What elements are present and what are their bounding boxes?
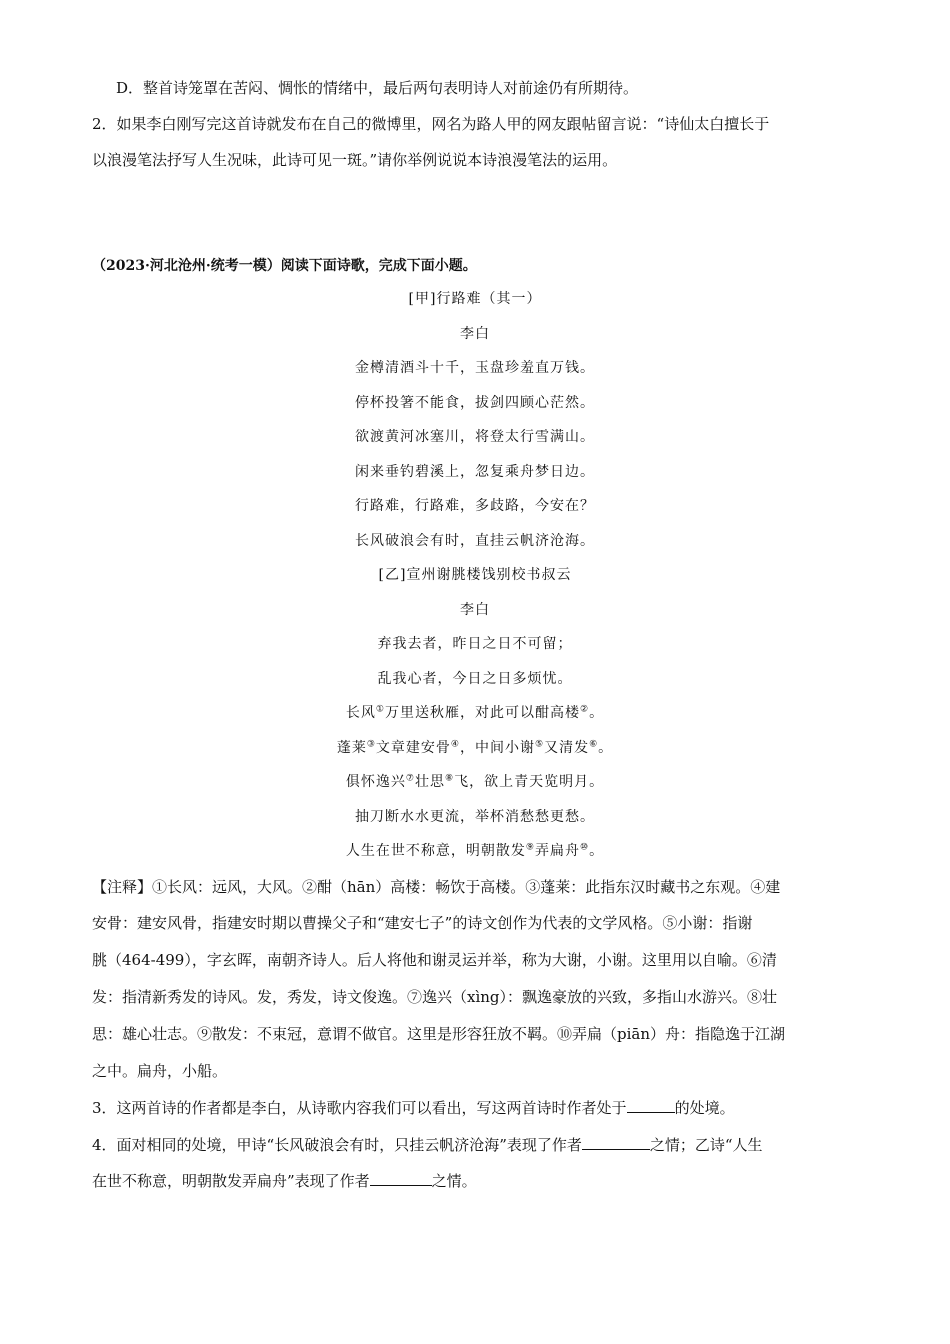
poem-a-line: 停杯投箸不能食，拔剑四顾心茫然。 (355, 395, 595, 411)
poem-b-line: 抽刀断水水更流，举杯消愁愁更愁。 (355, 809, 595, 825)
poem-b-title: [乙]宣州谢朓楼饯别校书叔云 (378, 567, 572, 583)
poem-a-line: 长风破浪会有时，直挂云帆济沧海。 (355, 533, 595, 549)
poem-b-line: 弃我去者，昨日之日不可留； (377, 636, 573, 652)
q4-line-2: 在世不称意，明朝散发弄扁舟”表现了作者 之情。 (92, 1172, 477, 1190)
poem-b-line: 蓬莱③文章建安骨④，中间小谢⑤又清发⑥。 (336, 739, 614, 756)
q3-answer-blank[interactable] (627, 1097, 675, 1113)
notes-line: 朓（464-499），字玄晖，南朝齐诗人。后人将他和谢灵运并举，称为大谢，小谢。这里用以自喻。⑥清 (92, 951, 777, 969)
notes-line: 发：指清新秀发的诗风。发，秀发，诗文俊逸。⑦逸兴（xìng）：飘逸豪放的兴致，多指山水游兴。⑧壮 (92, 988, 778, 1006)
poem-a-author: 李白 (460, 326, 490, 342)
poem-b-line: 乱我心者，今日之日多烦忧。 (377, 671, 573, 687)
q4-answer-blank-a[interactable] (582, 1134, 650, 1150)
notes-line: 【注释】①长风：远风，大风。②酣（hān）高楼：畅饮于高楼。③蓬莱：此指东汉时藏书之东观。④建 (92, 878, 781, 896)
poem-b-author: 李白 (460, 602, 490, 618)
poem-b-line: 长风①万里送秋雁，对此可以酣高楼②。 (345, 704, 605, 721)
poem-b-line: 人生在世不称意，明朝散发⑨弄扁舟⑩。 (345, 842, 605, 859)
poem-a-title: [甲]行路难（其一） (408, 291, 542, 307)
q1-option-d: D．整首诗笼罩在苦闷、惆怅的情绪中，最后两句表明诗人对前途仍有所期待。 (116, 79, 639, 97)
poem-a-line: 金樽清酒斗十千，玉盘珍羞直万钱。 (355, 360, 595, 376)
notes-line: 安骨：建安风骨，指建安时期以曹操父子和“建安七子”的诗文创作为代表的文学风格。⑤小谢：指谢 (92, 914, 753, 932)
q3: 3．这两首诗的作者都是李白，从诗歌内容我们可以看出，写这两首诗时作者处于 的处境。 (92, 1099, 735, 1117)
notes-line: 思：雄心壮志。⑨散发：不束冠，意谓不做官。这里是形容狂放不羁。⑩弄扁（piān）舟：指隐逸于江湖 (92, 1025, 786, 1043)
poem-a-line: 行路难，行路难，多歧路，今安在？ (355, 498, 595, 514)
q2-line-1: 2．如果李白刚写完这首诗就发布在自己的微博里，网名为路人甲的网友跟帖留言说：“诗仙太白擅长于 (92, 115, 770, 133)
poem-a-line: 闲来垂钓碧溪上，忽复乘舟梦日边。 (355, 464, 595, 480)
q2-line-2: 以浪漫笔法抒写人生况味，此诗可见一斑。”请你举例说说本诗浪漫笔法的运用。 (92, 151, 618, 169)
poem-b-line: 俱怀逸兴⑦壮思⑧飞，欲上青天览明月。 (345, 773, 605, 790)
notes-line: 之中。扁舟，小船。 (92, 1062, 228, 1080)
section-heading: （2023·河北沧州·统考一模）阅读下面诗歌，完成下面小题。 (92, 258, 477, 274)
q4-answer-blank-b[interactable] (370, 1170, 432, 1186)
q4-line-1: 4．面对相同的处境，甲诗“长风破浪会有时，只挂云帆济沧海”表现了作者 之情；乙诗“人生 (92, 1136, 763, 1154)
poem-a-line: 欲渡黄河冰塞川，将登太行雪满山。 (355, 429, 595, 445)
